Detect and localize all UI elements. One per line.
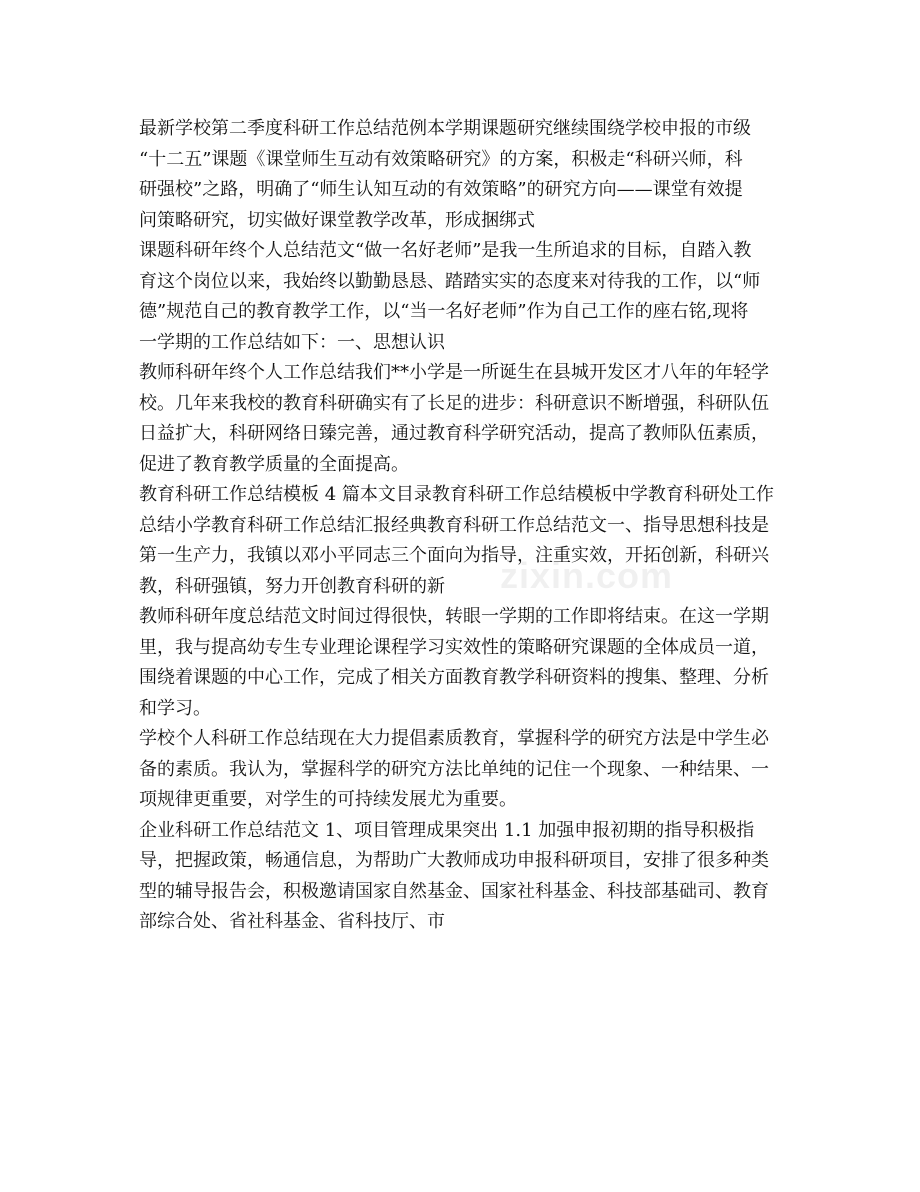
watermark: zixin.com xyxy=(500,555,674,596)
paragraph-2: 课题科研年终个人总结范文“做一名好老师”是我一生所追求的目标，自踏入教 育这个岗位以来，我始终以勤勤恳恳、踏踏实实的态度来对待我的工作，以“师 德”规范自己的教育教学工作，以“当一名好老师”作为自己工作的座右铭,现将 一学期的工作总结如下：一、思想认识 xyxy=(139,240,761,353)
paragraph-1: 最新学校第二季度科研工作总结范例本学期课题研究继续围绕学校申报的市级 “十二五”课题《课堂师生互动有效策略研究》的方案，积极走“科研兴师，科 研强校”之路，明确了“师生认知互动的有效策略”的研究方向——课堂有效提 问策略研究，切实做好课堂教学改革，形成捆绑式 xyxy=(139,118,751,231)
paragraph-7: 企业科研工作总结范文 1、项目管理成果突出 1.1 加强申报初期的指导积极指 导，把握政策，畅通信息，为帮助广大教师成功申报科研项目，安排了很多种类 型的辅导报告会，积极邀请国家自然基金、国家社科基金、科技部基础司、教育 部综合处、省社科基金、省科技厅、市 xyxy=(139,819,769,932)
paragraph-5: 教师科研年度总结范文时间过得很快，转眼一学期的工作即将结束。在这一学期 里，我与提高幼专生专业理论课程学习实效性的策略研究课题的全体成员一道， 围绕着课题的中心工作，完成了相关方面教育教学科研资料的搜集、整理、分析 和学习。 xyxy=(139,606,769,719)
paragraph-3: 教师科研年终个人工作总结我们**小学是一所诞生在县城开发区才八年的年轻学 校。几年来我校的教育科研确实有了长足的进步：科研意识不断增强，科研队伍 日益扩大，科研网络日臻完善，通过教育科学研究活动，提高了教师队伍素质， 促进了教育教学质量的全面提高。 xyxy=(139,362,769,475)
paragraph-6: 学校个人科研工作总结现在大力提倡素质教育，掌握科学的研究方法是中学生必 备的素质。我认为，掌握科学的研究方法比单纯的记住一个现象、一种结果、一 项规律更重要，对学生的可持续发展尤为重要。 xyxy=(139,728,769,810)
document-body xyxy=(139,114,779,938)
paragraph-4: 教育科研工作总结模板 4 篇本文目录教育科研工作总结模板中学教育科研处工作 总结小学教育科研工作总结汇报经典教育科研工作总结范文一、指导思想科技是 第一生产力，我镇以邓小平同志三个面向为指导，注重实效，开拓创新，科研兴 教，科研强镇，努力开创教育科研的新 xyxy=(139,484,774,597)
